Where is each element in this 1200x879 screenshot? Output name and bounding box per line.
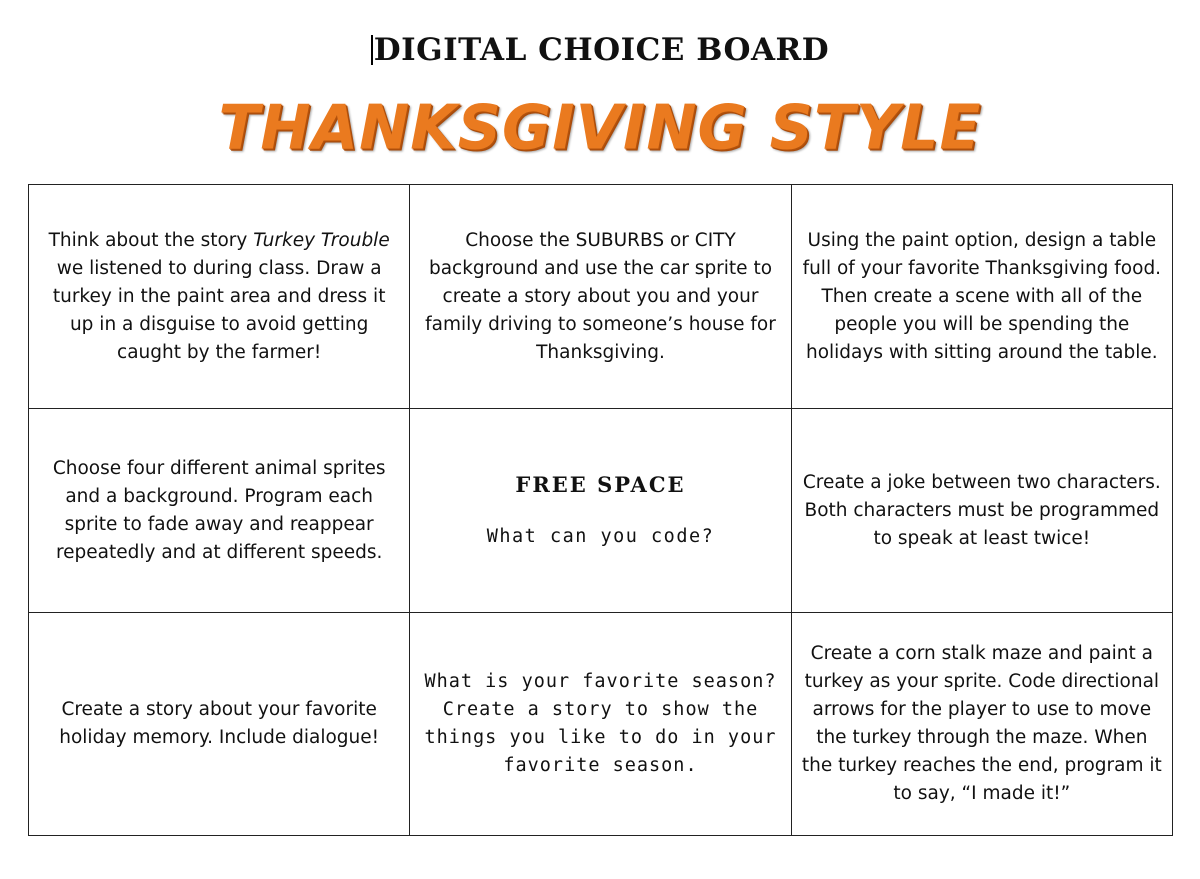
choice-cell-favorite-season: What is your favorite season? Create a story to show the things you like to do in your favorite season. [410,613,791,836]
text-cursor [371,35,373,65]
choice-cell-holiday-memory: Create a story about your favorite holiday memory. Include dialogue! [29,613,410,836]
board-row [29,613,1173,836]
board-title [0,28,1200,72]
board-row [29,409,1173,613]
board-title-text: DIGITAL CHOICE BOARD [373,32,830,68]
theme-banner: THANKSGIVING STYLE [218,92,982,164]
choice-cell-thanksgiving-table: Using the paint option, design a table full of your favorite Thanksgiving food. Then create a scene with all of the people you will be spending the holidays with sitting around the table. [791,185,1172,409]
choice-board-grid [28,184,1173,836]
story-title: Turkey Trouble [253,229,390,251]
choice-cell-car-story: Choose the SUBURBS or CITY background and use the car sprite to create a story about you and your family driving to someone’s house for Thanksgiving. [410,185,791,409]
free-space-title: FREE SPACE [515,471,686,497]
choice-cell-animal-sprites: Choose four different animal sprites and a background. Program each sprite to fade away and reappear repeatedly and at different speeds. [29,409,410,613]
cell-text: Think about the story [48,229,254,251]
board-row [29,185,1173,409]
free-space-subtitle: What can you code? [486,525,715,547]
cell-text: we listened to during class. Draw a turkey in the paint area and dress it up in a disguise to avoid getting caught by the farmer! [52,257,386,363]
choice-cell-free-space [410,409,791,613]
choice-cell-joke: Create a joke between two characters. Both characters must be programmed to speak at least twice! [791,409,1172,613]
choice-cell-turkey-disguise [29,185,410,409]
choice-cell-corn-maze: Create a corn stalk maze and paint a turkey as your sprite. Code directional arrows for the player to use to move the turkey through the maze. When the turkey reaches the end, program it to say, “I made it!” [791,613,1172,836]
